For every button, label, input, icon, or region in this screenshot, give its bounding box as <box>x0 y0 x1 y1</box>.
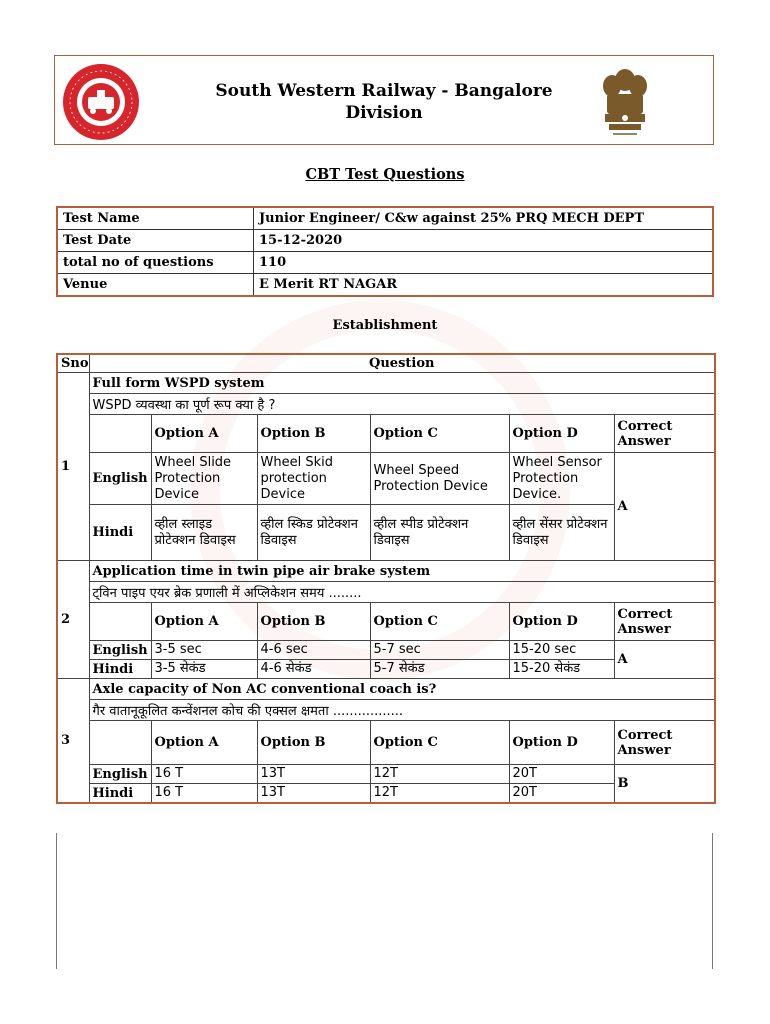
option-d-en: 20T <box>509 765 614 784</box>
option-c-hi: 12T <box>370 784 509 804</box>
lang-label: English <box>89 765 151 784</box>
option-c-hi: व्हील स्पीड प्रोटेक्शन डिवाइस <box>370 505 509 561</box>
option-c-en: 5-7 sec <box>370 641 509 660</box>
section-heading: Establishment <box>332 318 438 333</box>
option-header-row <box>57 721 715 765</box>
correct-answer-header: Correct Answer <box>614 721 715 765</box>
lang-label: Hindi <box>89 784 151 804</box>
english-options-row <box>57 765 715 784</box>
question-english: Axle capacity of Non AC conventional coach is? <box>89 679 715 700</box>
info-label: total no of questions <box>57 252 254 274</box>
question-hindi-row <box>57 700 715 721</box>
option-c-header: Option C <box>370 415 509 453</box>
page-header <box>54 55 714 145</box>
option-header-row <box>57 603 715 641</box>
sno-header: Sno <box>57 354 89 373</box>
question-sno: 3 <box>57 679 89 804</box>
blank-cell <box>89 603 151 641</box>
info-value: 15-12-2020 <box>254 230 714 252</box>
option-b-header: Option B <box>257 603 370 641</box>
option-b-hi: 4-6 सेकंड <box>257 660 370 679</box>
title-line-1: South Western Railway - Bangalore <box>215 81 553 101</box>
option-a-hi: व्हील स्लाइड प्रोटेक्शन डिवाइस <box>151 505 257 561</box>
option-d-en: Wheel Sensor Protection Device. <box>509 453 614 505</box>
option-c-header: Option C <box>370 721 509 765</box>
lang-label: English <box>89 641 151 660</box>
question-hindi: WSPD व्यवस्था का पूर्ण रूप क्या है ? <box>89 394 715 415</box>
question-row <box>57 679 715 700</box>
question-english: Application time in twin pipe air brake system <box>89 561 715 582</box>
test-heading: CBT Test Questions <box>305 166 465 183</box>
english-options-row <box>57 453 715 505</box>
national-emblem-icon <box>595 62 655 138</box>
question-hindi: ट्विन पाइप एयर ब्रेक प्रणाली में अप्लिकेशन समय ........ <box>89 582 715 603</box>
question-sno: 2 <box>57 561 89 679</box>
info-label: Test Name <box>57 207 254 230</box>
question-row <box>57 373 715 394</box>
option-a-en: Wheel Slide Protection Device <box>151 453 257 505</box>
questions-table <box>56 353 716 804</box>
page-border-left <box>56 833 57 969</box>
option-d-header: Option D <box>509 721 614 765</box>
lang-label: Hindi <box>89 660 151 679</box>
question-english: Full form WSPD system <box>89 373 715 394</box>
option-a-header: Option A <box>151 603 257 641</box>
correct-answer-header: Correct Answer <box>614 415 715 453</box>
option-d-header: Option D <box>509 415 614 453</box>
option-c-en: 12T <box>370 765 509 784</box>
option-header-row <box>57 415 715 453</box>
lang-label: Hindi <box>89 505 151 561</box>
test-info-table <box>56 206 714 297</box>
info-value: E Merit RT NAGAR <box>254 274 714 297</box>
option-a-en: 3-5 sec <box>151 641 257 660</box>
info-value: Junior Engineer/ C&w against 25% PRQ MECH DEPT <box>254 207 714 230</box>
correct-answer: A <box>614 641 715 679</box>
title-line-2: Division <box>345 103 423 123</box>
info-row <box>57 274 713 297</box>
blank-cell <box>89 415 151 453</box>
english-options-row <box>57 641 715 660</box>
option-a-hi: 16 T <box>151 784 257 804</box>
info-value: 110 <box>254 252 714 274</box>
page-title <box>175 80 593 124</box>
option-b-hi: 13T <box>257 784 370 804</box>
option-c-hi: 5-7 सेकंड <box>370 660 509 679</box>
option-a-header: Option A <box>151 415 257 453</box>
option-a-header: Option A <box>151 721 257 765</box>
question-hindi: गैर वातानूकूलित कन्वेंशनल कोच की एक्सल क्षमता ................. <box>89 700 715 721</box>
info-row <box>57 207 713 230</box>
option-c-en: Wheel Speed Protection Device <box>370 453 509 505</box>
question-row <box>57 561 715 582</box>
correct-answer-header: Correct Answer <box>614 603 715 641</box>
question-sno: 1 <box>57 373 89 561</box>
option-b-header: Option B <box>257 721 370 765</box>
table-header-row <box>57 354 715 373</box>
question-hindi-row <box>57 582 715 603</box>
info-row <box>57 252 713 274</box>
info-label: Test Date <box>57 230 254 252</box>
option-a-hi: 3-5 सेकंड <box>151 660 257 679</box>
option-d-hi: 15-20 सेकंड <box>509 660 614 679</box>
correct-answer: B <box>614 765 715 804</box>
option-d-header: Option D <box>509 603 614 641</box>
indian-railways-logo-icon <box>61 62 141 142</box>
info-row <box>57 230 713 252</box>
question-header: Question <box>89 354 715 373</box>
option-b-header: Option B <box>257 415 370 453</box>
option-d-hi: 20T <box>509 784 614 804</box>
question-hindi-row <box>57 394 715 415</box>
blank-cell <box>89 721 151 765</box>
option-b-en: 13T <box>257 765 370 784</box>
correct-answer: A <box>614 453 715 561</box>
page-border-right <box>712 833 713 969</box>
option-b-en: 4-6 sec <box>257 641 370 660</box>
option-b-hi: व्हील स्किड प्रोटेक्शन डिवाइस <box>257 505 370 561</box>
info-label: Venue <box>57 274 254 297</box>
option-d-hi: व्हील सेंसर प्रोटेक्शन डिवाइस <box>509 505 614 561</box>
option-c-header: Option C <box>370 603 509 641</box>
option-b-en: Wheel Skid protection Device <box>257 453 370 505</box>
lang-label: English <box>89 453 151 505</box>
option-a-en: 16 T <box>151 765 257 784</box>
option-d-en: 15-20 sec <box>509 641 614 660</box>
